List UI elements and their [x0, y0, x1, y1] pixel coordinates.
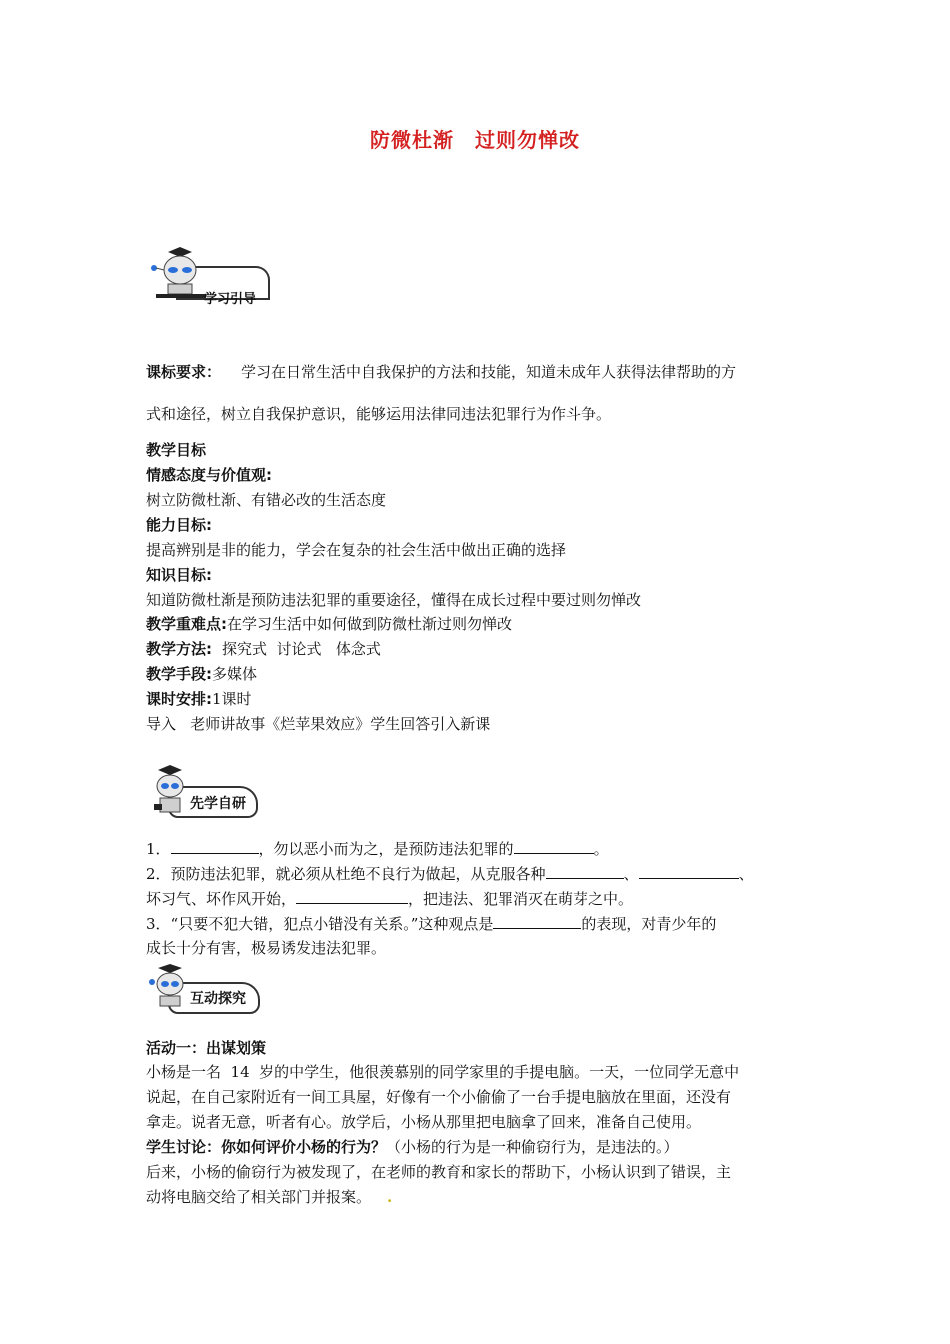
means-text: 多媒体 [212, 665, 258, 683]
ability-text: 提高辨别是非的能力，学会在复杂的社会生活中做出正确的选择 [146, 541, 567, 559]
section-badge-guide [146, 246, 276, 308]
emotion-label: 情感态度与价值观: [146, 466, 272, 484]
preview-question-3-cont [146, 938, 386, 958]
curriculum-line-1 [146, 362, 736, 382]
badge-label: 学习引导 [204, 292, 257, 307]
curriculum-line-2: 式和途径，树立自我保护意识，能够运用法律同违法犯罪行为作斗争。 [146, 405, 612, 423]
preview-question-1 [146, 838, 609, 859]
q1-text: ，勿以恶小而为之，是预防违法犯罪的 [258, 840, 514, 858]
q2-text-2: 坏习气、坏作风开始， [146, 890, 297, 908]
answer-blank[interactable] [514, 838, 594, 854]
preview-question-2 [146, 863, 754, 884]
story-line-5 [146, 1187, 392, 1207]
story-line-3: 拿走。说者无意，听者有心。放学后，小杨从那里把电脑拿了回来，准备自己使用。 [146, 1113, 702, 1131]
ability-label: 能力目标: [146, 516, 212, 534]
q2-separator: 、 [623, 865, 639, 883]
q3-text-3: 成长十分有害，极易 [146, 939, 282, 957]
q3-text-2: 的表现，对青少年的 [581, 915, 717, 933]
stray-mark: . [387, 1188, 393, 1206]
means-label: 教学手段: [146, 665, 212, 683]
story-line-4: 后来，小杨的偷窃行为被发现了，在老师的教育和家长的帮助下，小杨认识到了错误，主 [146, 1163, 732, 1181]
key-points-text: 在学习生活中如何做到防微杜渐过则勿惮改 [227, 615, 513, 633]
knowledge-text: 知道防微杜渐是预防违法犯罪的重要途径，懂得在成长过程中要过则勿惮改 [146, 591, 642, 609]
q2-text: 2．预防违法犯罪，就必须从杜绝不良行为做起，从克服各种 [146, 865, 546, 883]
section-badge-explore [146, 964, 276, 1026]
means-line [146, 664, 257, 684]
emotion-text: 树立防微杜渐、有错必改的生活态度 [146, 491, 387, 509]
answer-blank[interactable] [171, 838, 259, 854]
discussion-answer: （小杨的行为是一种偷窃行为，是违法的。） [386, 1138, 679, 1156]
discussion-label: 学生讨论：你如何评价小杨的行为？ [146, 1138, 387, 1156]
knowledge-label: 知识目标: [146, 566, 212, 584]
curriculum-label: 课标要求： [146, 363, 222, 381]
intro-text: 导入 老师讲故事《烂苹果效应》学生回答引入新课 [146, 715, 491, 733]
hours-line [146, 689, 252, 709]
badge-label: 互动探究 [190, 991, 246, 1007]
method-line [146, 639, 381, 659]
curriculum-text-1: 学习在日常生活中自我保护的方法和技能，知道未成年人获得法律帮助的方 [241, 363, 737, 381]
activity-heading: 活动一：出谋划策 [146, 1039, 267, 1057]
q1-end: 。 [593, 840, 609, 858]
q3-text: 3．“只要不犯大错，犯点小错没有关系。”这种观点是 [146, 915, 494, 933]
answer-blank[interactable] [296, 888, 408, 904]
preview-question-3 [146, 913, 716, 934]
q2-end: 、 [738, 865, 754, 883]
story-line-2: 说起，在自己家附近有一间工具屋，好像有一个小偷偷了一台手提电脑放在里面，还没有 [146, 1088, 732, 1106]
page-title: 防微杜渐 过则勿惮改 [370, 128, 580, 152]
key-points-line [146, 614, 512, 634]
badge-label: 先学自研 [190, 796, 246, 812]
discussion-line [146, 1137, 679, 1157]
key-points-label: 教学重难点: [146, 615, 227, 633]
story-text-5: 动将电脑交给了相关部门并报案。 [146, 1188, 372, 1206]
hours-text: 1课时 [212, 690, 252, 708]
story-line-1: 小杨是一名 14 岁的中学生，他很羡慕别的同学家里的手提电脑。一天，一位同学无意中 [146, 1063, 740, 1081]
method-text: 探究式 讨论式 体念式 [222, 640, 381, 658]
answer-blank[interactable] [639, 863, 739, 879]
answer-blank[interactable] [546, 863, 624, 879]
hours-label: 课时安排: [146, 690, 212, 708]
section-badge-preview [146, 764, 276, 826]
q1-number: 1． [146, 840, 171, 858]
q2-text-3: ，把违法、犯罪消灭在萌芽之中。 [408, 890, 634, 908]
q3-text-4: 诱发违法犯罪。 [281, 939, 387, 957]
method-label: 教学方法: [146, 640, 212, 658]
answer-blank[interactable] [493, 913, 581, 929]
goals-heading: 教学目标 [146, 441, 207, 459]
preview-question-2-cont [146, 888, 633, 909]
